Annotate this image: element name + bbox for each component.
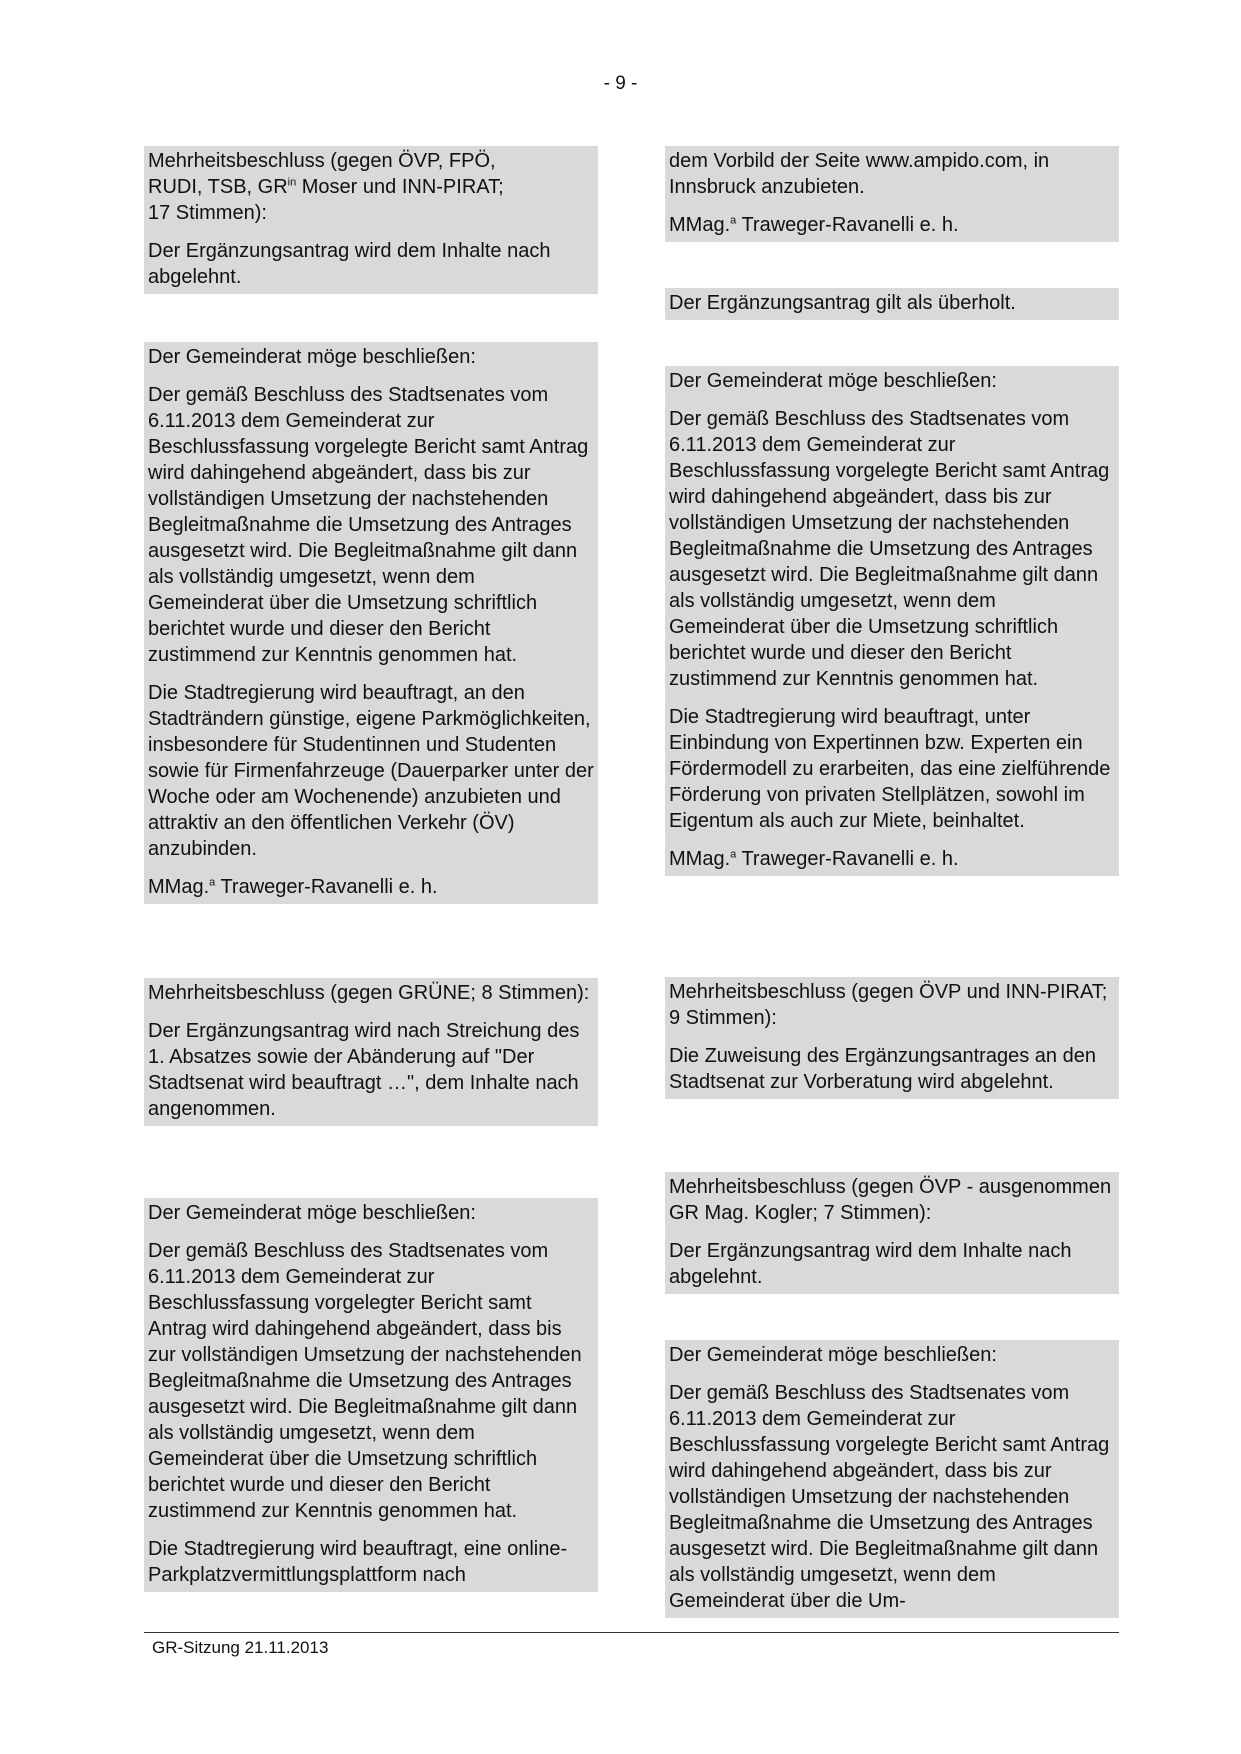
motion-heading: Der Gemeinderat möge beschließen: [669, 1344, 997, 1366]
motion-heading: Der Gemeinderat möge beschließen: [669, 370, 997, 392]
right-block-6 [665, 1340, 1119, 1618]
resolution-heading: Mehrheitsbeschluss (gegen ÖVP, FPÖ, RUDI, TSB, $GR^{in}$ Moser und INN-PIRAT; 17 Stimmen): [148, 150, 504, 224]
left-block-4 [144, 1198, 598, 1592]
motion-heading: Der Gemeinderat möge beschließen: [148, 346, 476, 368]
signature: MMag.$^a$ Traweger-Ravanelli e. h. [669, 848, 959, 870]
right-block-4 [665, 977, 1119, 1099]
left-block-1 [144, 146, 598, 294]
resolution-heading: Mehrheitsbeschluss (gegen ÖVP - ausgenommen GR Mag. Kogler; 7 Stimmen): [669, 1176, 1112, 1224]
motion-text: Der gemäß Beschluss des Stadtsenates vom 6.11.2013 dem Gemeinderat zur Beschlussfassung vorgelegte Bericht samt Antrag wird dahingehend abgeändert, dass bis zur vollständigen Umsetzung der nachstehenden Begleitmaßnahme die Umsetzung des Antrages ausgesetzt wird. Die Begleitmaßnahme gilt dann als vollständig umgesetzt, wenn dem Gemeinderat über die Umsetzung schriftlich berichtet wurde und dieser den Bericht zustimmend zur Kenntnis genommen hat. [148, 384, 589, 666]
left-block-3 [144, 978, 598, 1126]
motion-text: Die Stadtregierung wird beauftragt, an den Stadträndern günstige, eigene Parkmöglichkeiten, insbesondere für Studentinnen und Studenten sowie für Firmenfahrzeuge (Dauerparker unter der Woche oder am Wochenende) anzubieten und attraktiv an den öffentlichen Verkehr (ÖV) anzubinden. [148, 682, 594, 860]
resolution-heading: Mehrheitsbeschluss (gegen GRÜNE; 8 Stimmen): [148, 982, 590, 1004]
motion-text: Der gemäß Beschluss des Stadtsenates vom 6.11.2013 dem Gemeinderat zur Beschlussfassung vorgelegte Bericht samt Antrag wird dahingehend abgeändert, dass bis zur vollständigen Umsetzung der nachstehenden Begleitmaßnahme die Umsetzung des Antrages ausgesetzt wird. Die Begleitmaßnahme gilt dann als vollständig umgesetzt, wenn dem Gemeinderat über die Um- [669, 1382, 1110, 1612]
signature: MMag.$^a$ Traweger-Ravanelli e. h. [148, 876, 438, 898]
right-block-3 [665, 366, 1119, 876]
footer-text: GR-Sitzung 21.11.2013 [152, 1638, 329, 1657]
motion-text: Die Stadtregierung wird beauftragt, unter Einbindung von Expertinnen bzw. Experten ein Fördermodell zu erarbeiten, das eine zielführende Förderung von privaten Stellplätzen, sowohl im Eigentum als auch zur Miete, beinhaltet. [669, 706, 1111, 832]
motion-text: dem Vorbild der Seite www.ampido.com, in Innsbruck anzubieten. [669, 150, 1050, 198]
motion-heading: Der Gemeinderat möge beschließen: [148, 1202, 476, 1224]
right-block-2 [665, 288, 1119, 320]
resolution-heading: Mehrheitsbeschluss (gegen ÖVP und INN-PIRAT; 9 Stimmen): [669, 981, 1108, 1029]
motion-text: Der gemäß Beschluss des Stadtsenates vom 6.11.2013 dem Gemeinderat zur Beschlussfassung vorgelegte Bericht samt Antrag wird dahingehend abgeändert, dass bis zur vollständigen Umsetzung der nachstehenden Begleitmaßnahme die Umsetzung des Antrages ausgesetzt wird. Die Begleitmaßnahme gilt dann als vollständig umgesetzt, wenn dem Gemeinderat über die Umsetzung schriftlich berichtet wurde und dieser den Bericht zustimmend zur Kenntnis genommen hat. [669, 408, 1110, 690]
page-number: - 9 - [603, 73, 638, 94]
signature: MMag.$^a$ Traweger-Ravanelli e. h. [669, 214, 959, 236]
motion-text: Der gemäß Beschluss des Stadtsenates vom 6.11.2013 dem Gemeinderat zur Beschlussfassung vorgelegter Bericht samt Antrag wird dahingehend abgeändert, dass bis zur vollständigen Umsetzung der nachstehenden Begleitmaßnahme die Umsetzung des Antrages ausgesetzt wird. Die Begleitmaßnahme gilt dann als vollständig umgesetzt, wenn dem Gemeinderat über die Umsetzung schriftlich berichtet wurde und dieser den Bericht zustimmend zur Kenntnis genommen hat. [148, 1240, 582, 1522]
right-block-1 [665, 146, 1119, 242]
resolution-text: Der Ergänzungsantrag wird dem Inhalte nach abgelehnt. [669, 1240, 1072, 1288]
resolution-text: Der Ergänzungsantrag wird dem Inhalte nach abgelehnt. [148, 240, 551, 288]
resolution-text: Der Ergänzungsantrag wird nach Streichung des 1. Absatzes sowie der Abänderung auf "Der Stadtsenat wird beauftragt …", dem Inhalte nach angenommen. [148, 1020, 580, 1120]
resolution-text: Die Zuweisung des Ergänzungsantrages an den Stadtsenat zur Vorberatung wird abgelehnt. [669, 1045, 1096, 1093]
footer-divider [144, 1632, 1119, 1633]
right-block-5 [665, 1172, 1119, 1294]
motion-text: Die Stadtregierung wird beauftragt, eine online-Parkplatzvermittlungsplattform nach [148, 1538, 568, 1586]
resolution-text: Der Ergänzungsantrag gilt als überholt. [669, 292, 1016, 314]
left-block-2 [144, 342, 598, 904]
